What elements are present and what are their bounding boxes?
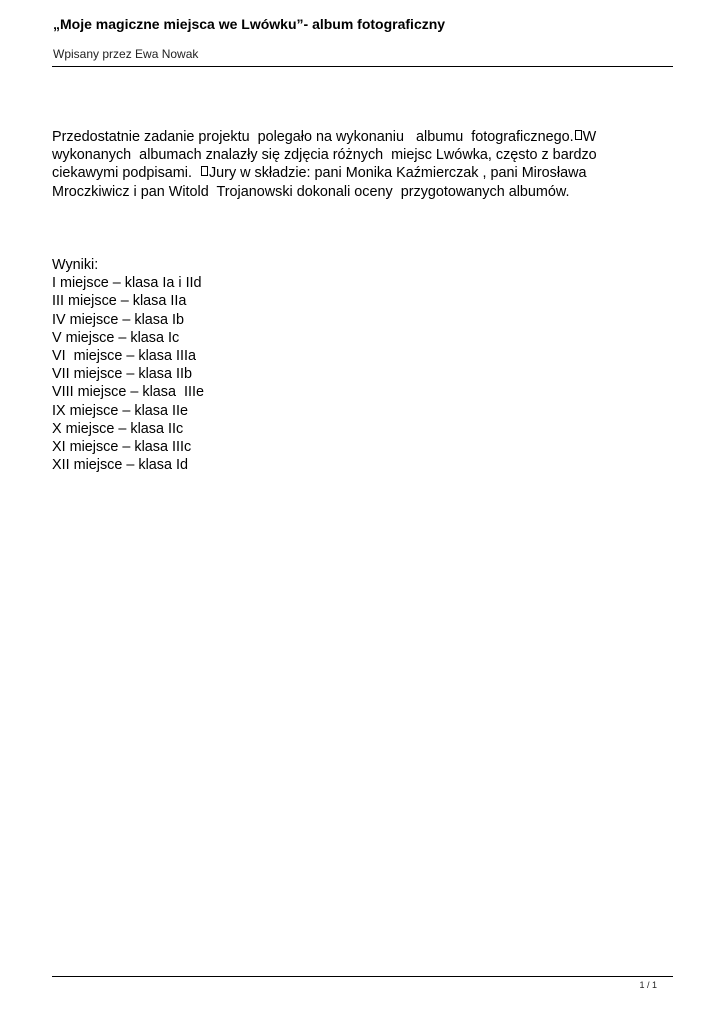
intro-text: Przedostatnie zadanie projektu polegało na wykonaniu albumu fotograficznego. xyxy=(52,129,574,145)
missing-glyph-icon xyxy=(575,130,582,140)
footer-divider xyxy=(52,976,673,977)
result-item: III miejsce – klasa IIa xyxy=(52,293,187,310)
result-item: VI miejsce – klasa IIIa xyxy=(52,348,196,365)
intro-line: wykonanych albumach znalazły się zdjęcia różnych miejsc Lwówka, często z bardzo xyxy=(52,147,597,164)
result-item: VII miejsce – klasa IIb xyxy=(52,366,192,383)
result-item: I miejsce – klasa Ia i IId xyxy=(52,275,202,292)
result-item: V miejsce – klasa Ic xyxy=(52,329,180,346)
author-byline: Wpisany przez Ewa Nowak xyxy=(53,47,199,61)
result-item: IX miejsce – klasa IIe xyxy=(52,402,188,419)
intro-text: Jury w składzie: pani Monika Kaźmierczak , pani Mirosława xyxy=(208,165,587,182)
intro-line xyxy=(52,128,652,146)
missing-glyph-icon xyxy=(201,166,208,176)
page-title: „Moje magiczne miejsca we Lwówku”- album fotograficzny xyxy=(53,16,446,32)
results-list xyxy=(52,256,204,474)
page-number: 1 / 1 xyxy=(639,980,657,990)
results-heading: Wyniki: xyxy=(52,257,99,273)
intro-text: W xyxy=(582,129,597,145)
intro-text: ciekawymi podpisami. xyxy=(52,165,200,182)
intro-paragraph xyxy=(52,128,652,201)
result-item: IV miejsce – klasa Ib xyxy=(52,311,184,328)
intro-line xyxy=(52,164,652,182)
result-item: XII miejsce – klasa Id xyxy=(52,457,188,474)
result-item: XI miejsce – klasa IIIc xyxy=(52,439,192,456)
result-item: X miejsce – klasa IIc xyxy=(52,420,184,437)
intro-line: Mroczkiwicz i pan Witold Trojanowski dokonali oceny przygotowanych albumów. xyxy=(52,183,570,200)
header-divider xyxy=(52,66,673,67)
result-item: VIII miejsce – klasa IIIe xyxy=(52,384,204,401)
